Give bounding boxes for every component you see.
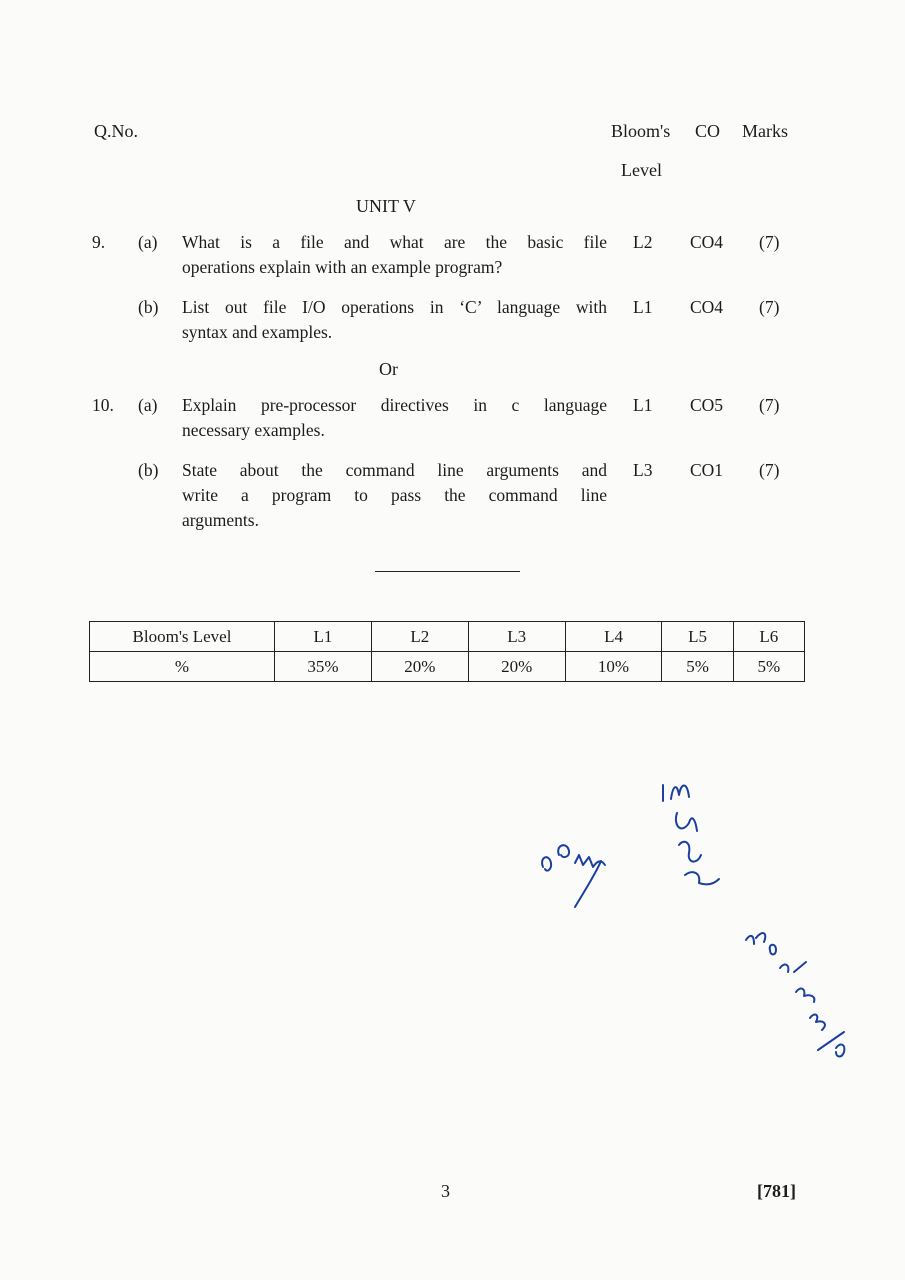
question-line: List out file I/O operations in ‘C’ language with [182,297,607,317]
question-number: 9. [92,232,106,252]
question-co: CO1 [690,460,724,480]
table-row [90,652,805,682]
table-cell: % [90,652,275,682]
ink-stroke [679,842,701,862]
question-line: write a program to pass the command line [182,485,607,505]
handwritten-marks-tally [740,910,860,1075]
question-marks: (7) [759,395,780,415]
question-text [182,295,607,345]
question-part: (b) [138,297,159,317]
blooms-header: Bloom's [611,121,671,141]
qno-header: Q.No. [94,121,138,141]
ink-stroke [770,945,776,955]
table-cell: 20% [468,652,565,682]
table-cell: L3 [468,622,565,652]
unit-title: UNIT V [356,196,416,216]
question-co: CO4 [690,297,724,317]
question-text [182,393,607,443]
question-line: arguments. [182,510,259,530]
question-level: L1 [633,395,653,415]
section-divider [375,571,520,572]
table-cell: 20% [371,652,468,682]
table-cell: 5% [662,652,733,682]
question-marks: (7) [759,460,780,480]
question-line: syntax and examples. [182,322,333,342]
table-cell: L5 [662,622,733,652]
question-marks: (7) [759,297,780,317]
ink-stroke [810,1015,825,1030]
handwritten-signature-mark [535,835,625,915]
paper-code: [781] [757,1181,796,1201]
question-text [182,458,607,533]
question-part: (a) [138,232,158,252]
table-cell: 5% [733,652,804,682]
ink-stroke [558,845,569,857]
question-level: L1 [633,297,653,317]
marks-header: Marks [742,121,788,141]
table-cell: 35% [275,652,372,682]
question-part: (a) [138,395,158,415]
ink-stroke [796,989,814,1002]
question-co: CO5 [690,395,724,415]
question-level: L3 [633,460,653,480]
question-line: necessary examples. [182,420,325,440]
table-cell: L4 [565,622,662,652]
question-level: L2 [633,232,653,252]
or-separator: Or [379,359,398,379]
question-text [182,230,607,280]
question-line: State about the command line arguments and [182,460,607,480]
question-line: operations explain with an example program? [182,257,503,277]
ink-stroke [685,872,719,884]
ink-stroke [575,861,601,907]
ink-stroke [818,1032,844,1057]
question-number: 10. [92,395,114,415]
page-number: 3 [441,1181,450,1201]
table-cell: L6 [733,622,804,652]
ink-stroke [663,785,689,801]
table-cell: L2 [371,622,468,652]
ink-stroke [676,813,697,831]
question-co: CO4 [690,232,724,252]
question-line: What is a file and what are the basic file [182,232,607,252]
ink-stroke [746,933,765,944]
table-cell: L1 [275,622,372,652]
table-cell: Bloom's Level [90,622,275,652]
question-part: (b) [138,460,159,480]
table-header-row [90,622,805,652]
handwritten-initials-mark [655,775,735,910]
question-marks: (7) [759,232,780,252]
table-cell: 10% [565,652,662,682]
co-header: CO [695,121,721,141]
ink-stroke [542,857,551,870]
ink-stroke [780,962,806,972]
level-header: Level [621,160,662,180]
blooms-distribution-table [89,621,805,682]
question-line: Explain pre-processor directives in c language [182,395,607,415]
